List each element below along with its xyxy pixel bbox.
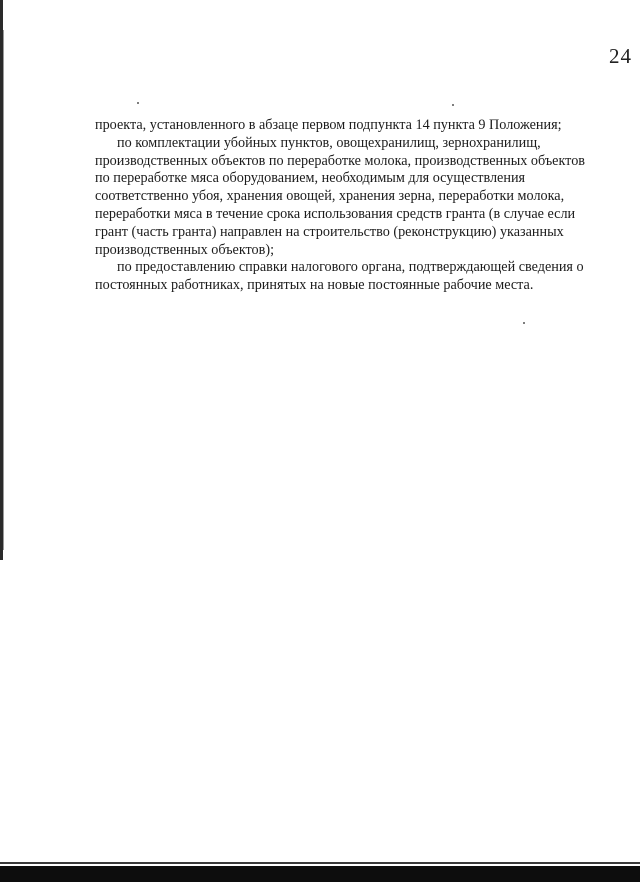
- text-line: производственных объектов);: [95, 241, 275, 258]
- text-line: по переработке мяса оборудованием, необходимым для осуществления: [95, 170, 526, 187]
- text-line: грант (часть гранта) направлен на строительство (реконструкцию) указанных: [95, 223, 564, 240]
- text-line: по предоставлению справки налогового органа, подтверждающей сведения о: [117, 259, 584, 276]
- scan-speck: [137, 102, 139, 104]
- scan-bottom-edge: [0, 862, 640, 864]
- page-number: 24: [609, 44, 632, 68]
- text-line: соответственно убоя, хранения овощей, хранения зерна, переработки молока,: [95, 188, 565, 205]
- text-line: проекта, установленного в абзаце первом подпункта 14 пункта 9 Положения;: [95, 117, 562, 133]
- document-body: [95, 117, 615, 295]
- scan-speck: [523, 322, 525, 324]
- text-line: переработки мяса в течение срока использования средств гранта (в случае если: [95, 205, 576, 222]
- scan-left-shadow: [3, 30, 4, 550]
- text-line: производственных объектов по переработке молока, производственных объектов: [95, 152, 585, 169]
- scan-speck: [452, 104, 454, 106]
- text-line: постоянных работниках, принятых на новые постоянные рабочие места.: [95, 277, 534, 294]
- text-line: по комплектации убойных пунктов, овощехранилищ, зернохранилищ,: [117, 134, 541, 151]
- scan-bottom-border: [0, 866, 640, 882]
